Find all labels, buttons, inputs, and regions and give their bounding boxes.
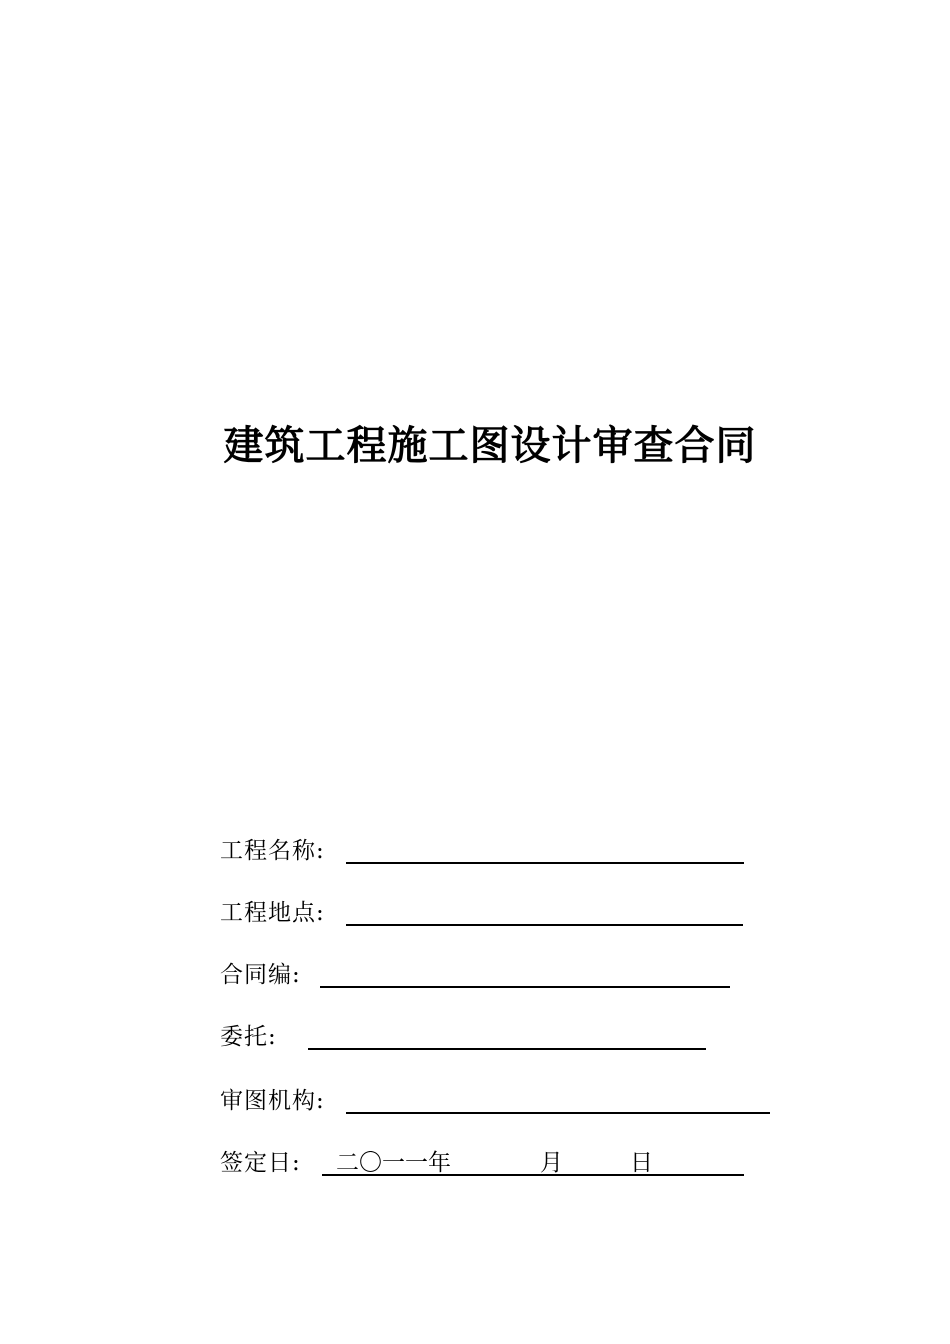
project-name-blank bbox=[346, 862, 744, 864]
project-site-blank bbox=[346, 924, 743, 926]
document-title: 建筑工程施工图设计审查合同 bbox=[223, 422, 757, 469]
project-site-label: 工程地点: bbox=[220, 900, 325, 926]
project-name-label: 工程名称: bbox=[220, 838, 325, 864]
contract-number-blank bbox=[320, 986, 730, 988]
review-org-blank bbox=[346, 1112, 770, 1114]
client-label: 委托: bbox=[220, 1024, 277, 1050]
sign-date-month: 月 bbox=[540, 1150, 563, 1176]
review-org-label: 审图机构: bbox=[220, 1088, 325, 1114]
sign-date-label: 签定日: bbox=[220, 1150, 301, 1176]
sign-date-year: 二〇一一年 bbox=[336, 1150, 451, 1176]
contract-number-label: 合同编: bbox=[220, 962, 301, 988]
client-blank bbox=[308, 1048, 706, 1050]
sign-date-day: 日 bbox=[630, 1150, 653, 1176]
